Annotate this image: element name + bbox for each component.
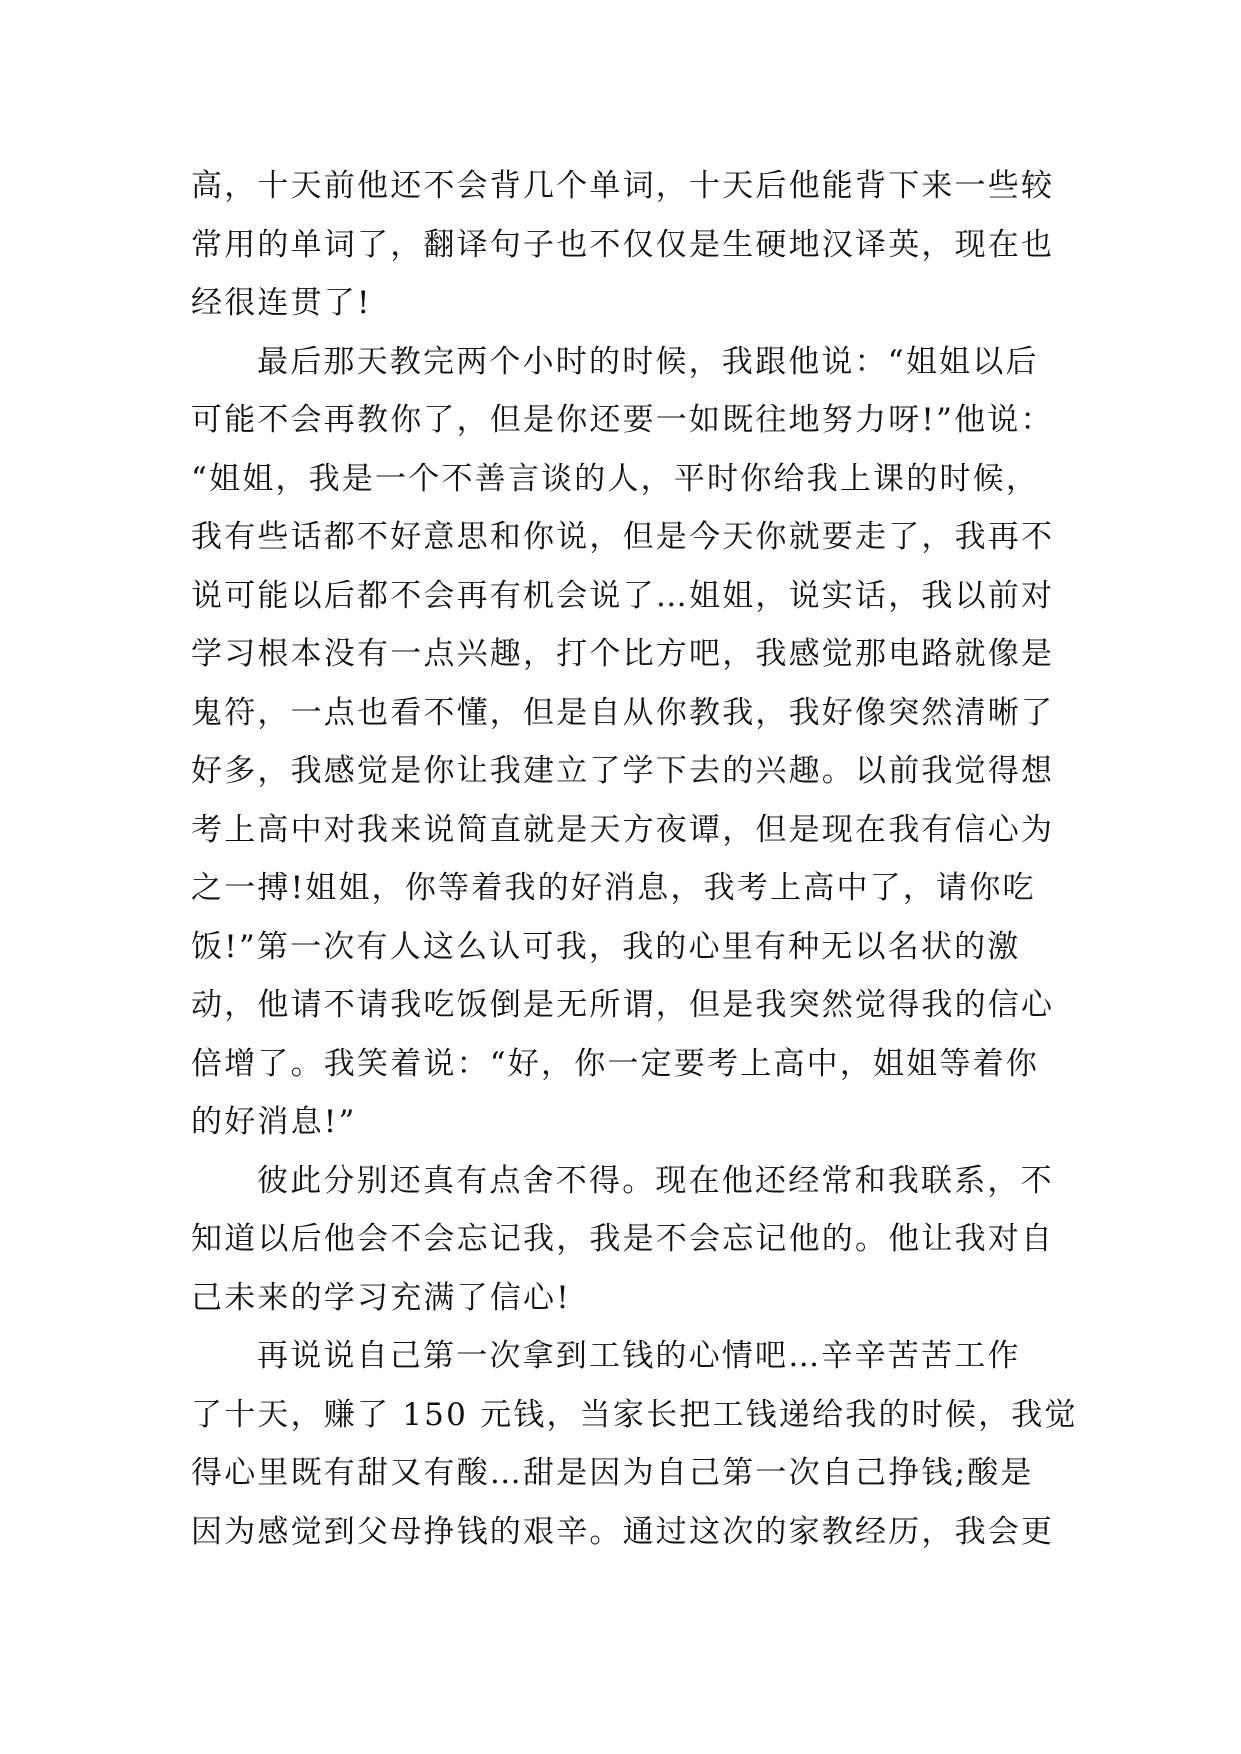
- text-line: 己未来的学习充满了信心!: [191, 1279, 571, 1316]
- text-line: 倍增了。我笑着说：“好，你一定要考上高中，姐姐等着你: [191, 1045, 1040, 1082]
- text-line: 经很连贯了!: [191, 285, 372, 321]
- text-line: 得心里既有甜又有酸…甜是因为自己第一次自己挣钱;酸是: [191, 1455, 1034, 1491]
- text-line: 的好消息!”: [191, 1104, 357, 1140]
- paragraph-first-line: 彼此分别还真有点舍不得。现在他还经常和我联系，不: [257, 1162, 1054, 1199]
- text-line: 我有些话都不好意思和你说，但是今天你就要走了，我再不: [191, 519, 1055, 555]
- text-line: 了十天，赚了 150 元钱，当家长把工钱递给我的时候，我觉: [191, 1396, 1078, 1433]
- text-line: 动，他请不请我吃饭倒是无所谓，但是我突然觉得我的信心: [191, 987, 1055, 1023]
- text-line: 可能不会再教你了，但是你还要一如既往地努力呀!”他说：: [191, 402, 1054, 438]
- text-line: 饭!”第一次有人这么认可我，我的心里有种无以名状的激: [191, 928, 1021, 965]
- text-line: 知道以后他会不会忘记我，我是不会忘记他的。他让我对自: [191, 1221, 1055, 1257]
- text-line: 之一搏!姐姐，你等着我的好消息，我考上高中了，请你吃: [191, 870, 1036, 906]
- text-line: 常用的单词了，翻译句子也不仅仅是生硬地汉译英，现在也: [191, 226, 1055, 263]
- paragraph-first-line: 再说说自己第一次拿到工钱的心情吧…辛辛苦苦工作: [257, 1338, 1021, 1374]
- body-text: [191, 157, 1078, 1561]
- text-line: 说可能以后都不会再有机会说了…姐姐，说实话，我以前对: [191, 577, 1055, 614]
- paragraph-first-line: 最后那天教完两个小时的时候，我跟他说：“姐姐以后: [257, 343, 1039, 380]
- text-line: 鬼符，一点也看不懂，但是自从你教我，我好像突然清晰了: [191, 694, 1055, 731]
- text-line: 考上高中对我来说简直就是天方夜谭，但是现在我有信心为: [191, 811, 1055, 848]
- text-line: “姐姐，我是一个不善言谈的人，平时你给我上课的时候，: [191, 460, 1040, 497]
- text-line: 学习根本没有一点兴趣，打个比方吧，我感觉那电路就像是: [191, 636, 1055, 672]
- text-line: 因为感觉到父母挣钱的艰辛。通过这次的家教经历，我会更: [191, 1513, 1055, 1550]
- text-line: 高，十天前他还不会背几个单词，十天后他能背下来一些较: [191, 168, 1055, 204]
- text-line: 好多，我感觉是你让我建立了学下去的兴趣。以前我觉得想: [191, 753, 1055, 789]
